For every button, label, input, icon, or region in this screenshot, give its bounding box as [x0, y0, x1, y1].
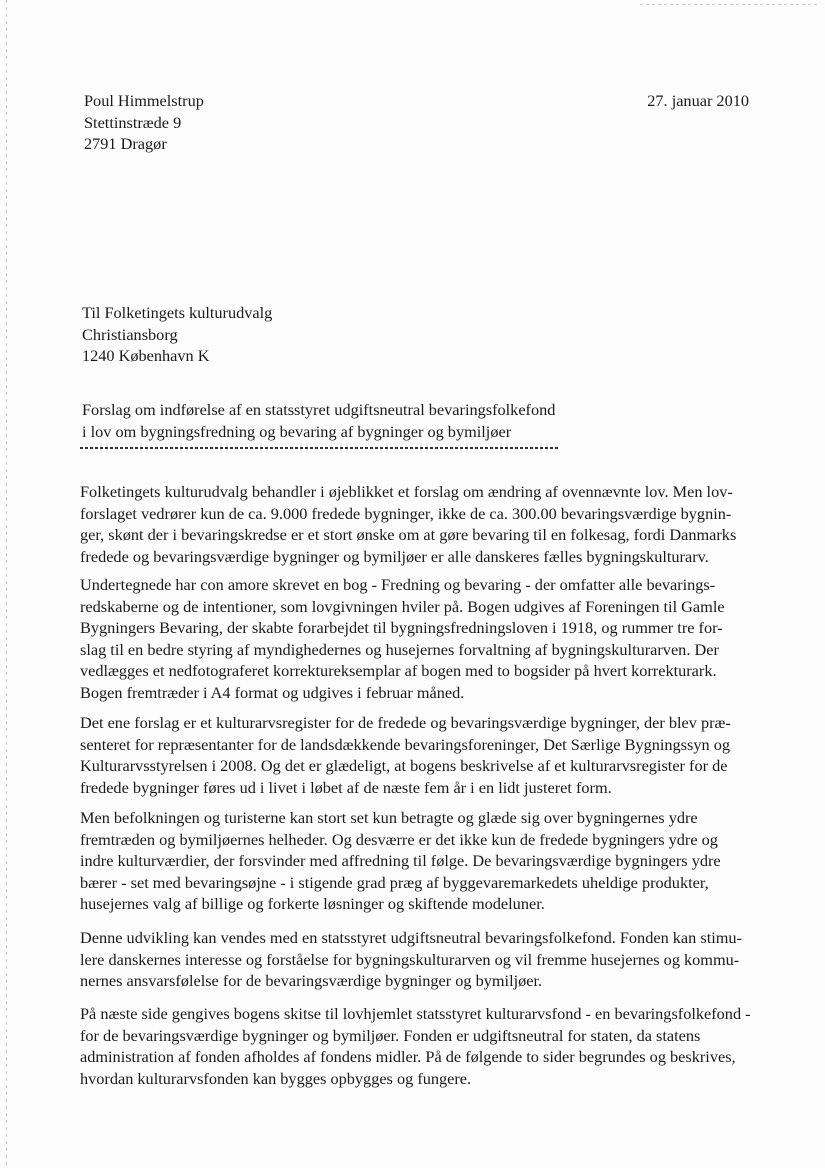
recipient-line-2: Christiansborg: [82, 324, 178, 344]
scan-edge-top: [640, 4, 820, 5]
paragraph-2: [80, 574, 745, 703]
paragraph-line: Det ene forslag er et kulturarvsregister for de fredede og bevaringsværdige bygninger, der blev præ-: [80, 713, 731, 732]
paragraph-line: bærer - set med bevaringsøjne - i stigende grad præg af byggevaremarkedets uheldige produkter,: [80, 872, 709, 892]
paragraph-line: ger, skønt der i bevaringskredse er et stort ønske om at gøre bevaring til en folkesag, fordi Danmarks: [80, 525, 737, 544]
paragraph-line: På næste side gengives bogens skitse til lovhjemlet statsstyret kulturarvsfond - en bevaringsfolkefond -: [80, 1004, 751, 1023]
paragraph-line: indre kulturværdier, der forsvinder med affredning til følge. De bevaringsværdige bygningers ydre: [80, 851, 721, 870]
subject-line-1: Forslag om indførelse af en statsstyret udgiftsneutral bevaringsfolkefond: [82, 400, 556, 419]
sender-city: 2791 Dragør: [84, 134, 167, 153]
paragraph-line: hvordan kulturarvsfonden kan bygges opbygges og fungere.: [80, 1068, 472, 1088]
paragraph-line: vedlægges et nedfotograferet korrektureksemplar af bogen med to bogsider på hvert korrekturark.: [80, 661, 717, 680]
subject-heading: [82, 399, 555, 442]
paragraph-line: lere danskernes interesse og forståelse for bygningskulturarven og vil fremme husejernes og kommu-: [80, 949, 740, 969]
paragraph-line: nernes ansvarsfølelse for de bevaringsværdige bygninger og bymiljøer.: [80, 971, 543, 990]
paragraph-line: Undertegnede har con amore skrevet en bog - Fredning og bevaring - der omfatter alle bevarings-: [80, 575, 716, 594]
paragraph-line: Bygningers Bevaring, der skabte forarbejdet til bygningsfredningsloven i 1918, og rummer tre for-: [80, 618, 723, 637]
paragraph-line: administration af fonden afholdes af fondens midler. På de følgende to sider begrundes og beskrives,: [80, 1047, 736, 1066]
recipient-address: [82, 302, 272, 367]
subject-line-2: i lov om bygningsfredning og bevaring af bygninger og bymiljøer: [82, 421, 512, 441]
paragraph-line: Bogen fremtræder i A4 format og udgives i februar måned.: [80, 682, 465, 702]
paragraph-6: [80, 1003, 751, 1089]
paragraph-line: Kulturarvsstyrelsen i 2008. Og det er glædeligt, at bogens beskrivelse af et kulturarvsregister for de: [80, 756, 728, 775]
paragraph-line: fremtræden og bymiljøernes helheder. Og desværre er det ikke kun de fredede bygningers ydre og: [80, 829, 718, 849]
paragraph-line: redskaberne og de intentioner, som lovgivningen hviler på. Bogen udgives af Foreningen til Gamle: [80, 596, 725, 616]
paragraph-line: fredede og bevaringsværdige bygninger og bymiljøer er alle danskeres fælles bygningskulturarv.: [80, 546, 709, 566]
letter-date: 27. januar 2010: [647, 91, 749, 110]
paragraph-line: Denne udvikling kan vendes med en statsstyret udgiftsneutral bevaringsfolkefond. Fonden kan stimu-: [80, 928, 742, 947]
sender-street: Stettinstræde 9: [84, 112, 182, 132]
sender-name: Poul Himmelstrup: [84, 91, 204, 110]
paragraph-3: [80, 712, 745, 798]
scan-edge-left: [6, 0, 7, 1168]
paragraph-line: forslaget vedrører kun de ca. 9.000 fredede bygninger, ikke de ca. 300.00 bevaringsværdige bygnin-: [80, 503, 732, 523]
paragraph-line: senteret for repræsentanter for de landsdækkende bevaringsforeninger, Det Særlige Bygningssyn og: [80, 734, 730, 754]
paragraph-line: husejernes valg af billige og forkerte løsninger og skiftende modeluner.: [80, 894, 545, 913]
paragraph-4: [80, 807, 745, 915]
dashed-separator: [80, 447, 558, 449]
paragraph-line: slag til en bedre styring af myndighedernes og husejernes forvaltning af bygningskulturarven. Der: [80, 639, 719, 659]
paragraph-5: [80, 927, 745, 992]
recipient-line-3: 1240 København K: [82, 346, 210, 365]
paragraph-line: for de bevaringsværdige bygninger og bymiljøer. Fonden er udgiftsneutral for staten, da statens: [80, 1025, 701, 1045]
paragraph-line: Folketingets kulturudvalg behandler i øjeblikket et forslag om ændring af ovennævnte lov. Men lov-: [80, 482, 733, 501]
sender-address: [84, 90, 204, 155]
recipient-line-1: Til Folketingets kulturudvalg: [82, 303, 273, 322]
paragraph-line: Men befolkningen og turisterne kan stort set kun betragte og glæde sig over bygningernes ydre: [80, 808, 698, 827]
paragraph-line: fredede bygninger føres ud i livet i løbet af de næste fem år i en lidt justeret form.: [80, 777, 612, 797]
paragraph-1: [80, 481, 745, 567]
